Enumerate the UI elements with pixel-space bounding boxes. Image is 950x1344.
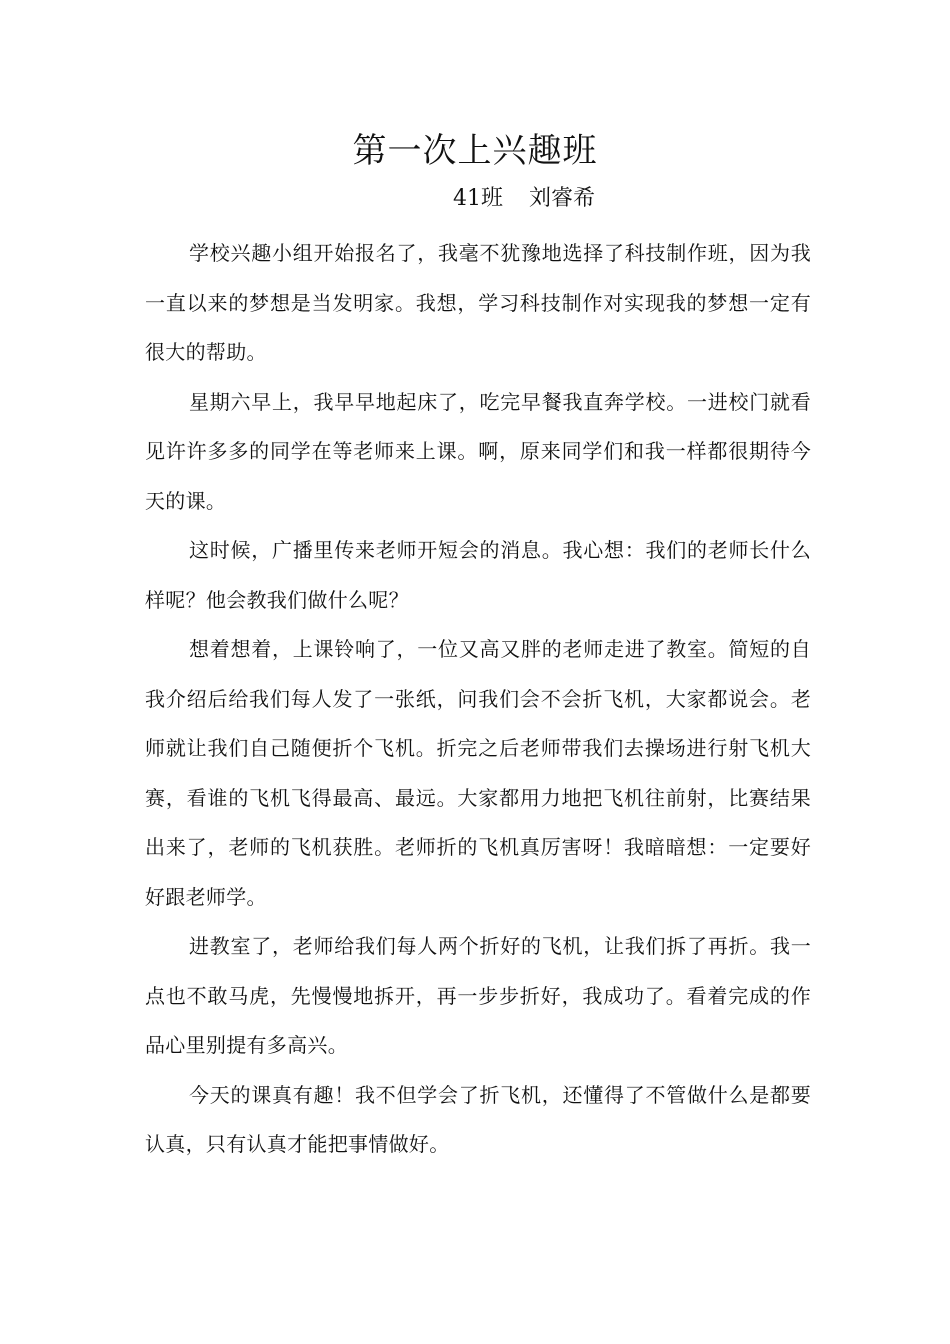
- paragraph: 学校兴趣小组开始报名了，我毫不犹豫地选择了科技制作班，因为我一直以来的梦想是当发明家。我想，学习科技制作对实现我的梦想一定有很大的帮助。: [145, 241, 811, 364]
- paragraph: 进教室了，老师给我们每人两个折好的飞机，让我们拆了再折。我一点也不敢马虎，先慢慢地拆开，再一步步折好，我成功了。看着完成的作品心里别提有多高兴。: [145, 934, 811, 1057]
- paragraph: 星期六早上，我早早地起床了，吃完早餐我直奔学校。一进校门就看见许许多多的同学在等老师来上课。啊，原来同学们和我一样都很期待今天的课。: [145, 389, 811, 513]
- paragraph: 今天的课真有趣！我不但学会了折飞机，还懂得了不管做什么是都要认真，只有认真才能把事情做好。: [145, 1082, 811, 1156]
- author-class: 41班: [452, 186, 503, 211]
- author-name: 刘睿希: [528, 186, 595, 211]
- essay-body: [145, 229, 811, 1170]
- page-title: 第一次上兴趣班: [352, 131, 598, 171]
- author-byline: [0, 182, 950, 216]
- paragraph: 这时候，广播里传来老师开短会的消息。我心想：我们的老师长什么样呢？他会教我们做什么呢？: [145, 538, 811, 612]
- paragraph: 想着想着，上课铃响了，一位又高又胖的老师走进了教室。简短的自我介绍后给我们每人发了一张纸，问我们会不会折飞机，大家都说会。老师就让我们自己随便折个飞机。折完之后老师带我们去操场进行射飞机大赛，看谁的飞机飞得最高、最远。大家都用力地把飞机往前射，比赛结果出来了，老师的飞机获胜。老师折的飞机真厉害呀！我暗暗想：一定要好好跟老师学。: [145, 637, 811, 909]
